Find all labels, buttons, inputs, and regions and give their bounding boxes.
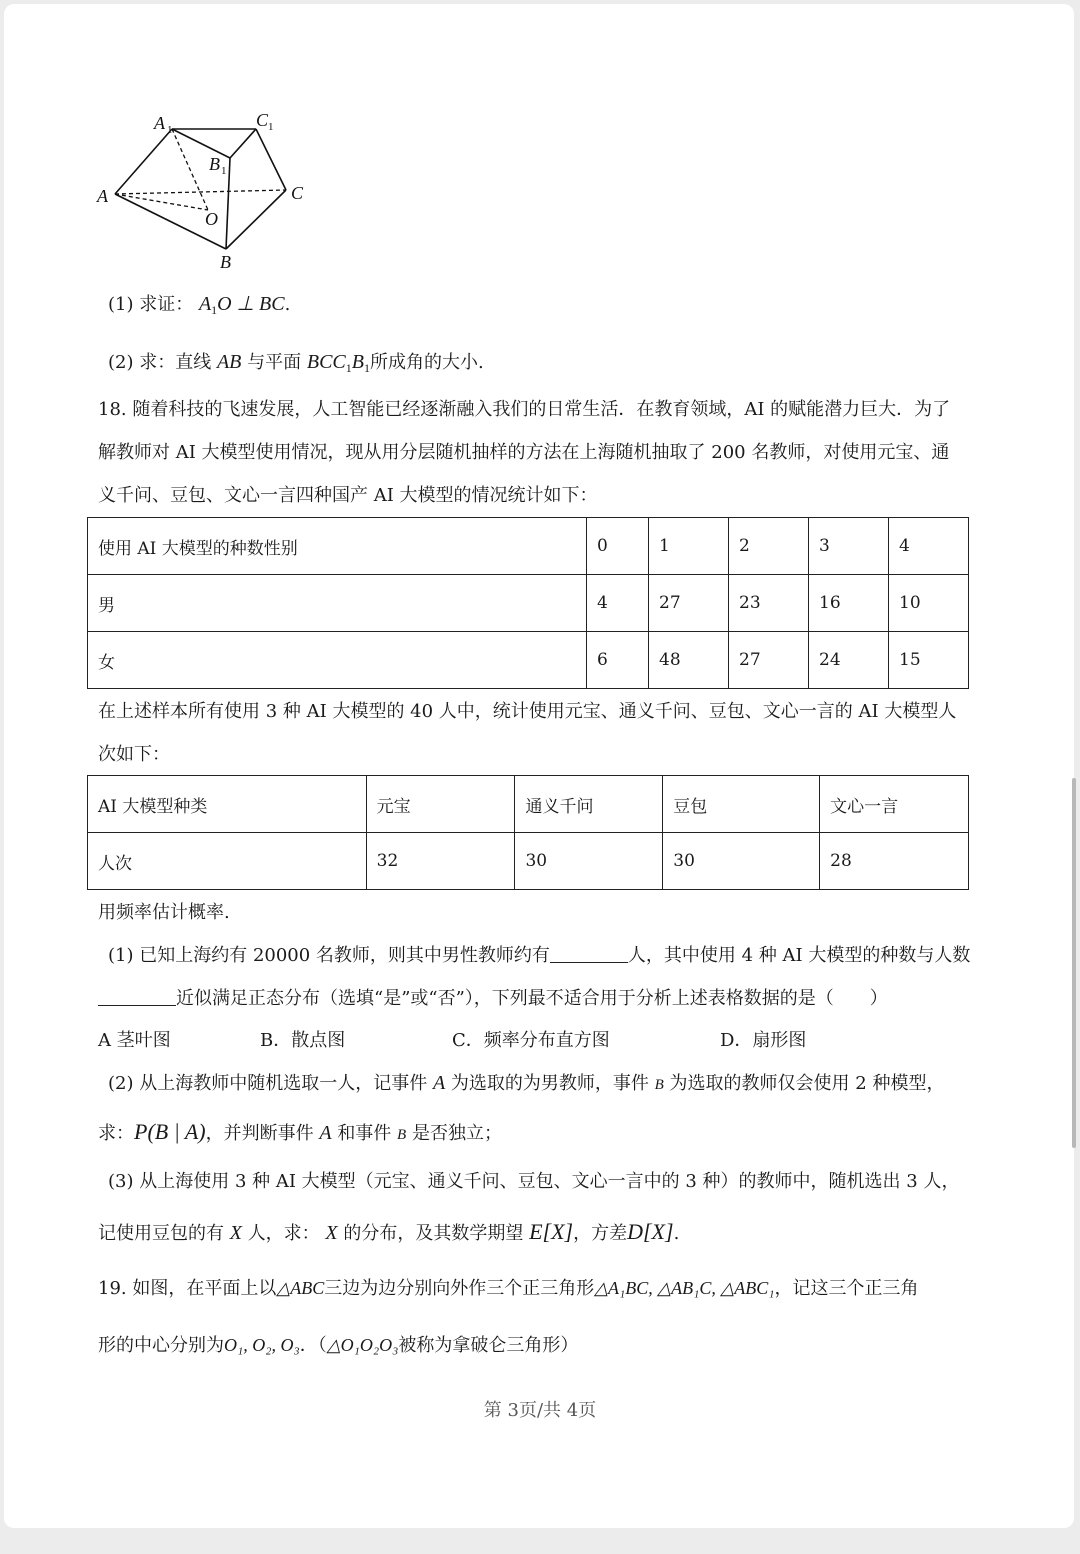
table-cell: 男 — [88, 575, 587, 632]
option-c: C．频率分布直方图 — [452, 1030, 610, 1051]
label-A1: A — [154, 113, 165, 133]
label-A1-sub: 1 — [167, 124, 173, 136]
table-cell: 4 — [587, 575, 649, 632]
edge-C1C — [256, 129, 286, 190]
table-cell: 0 — [587, 518, 649, 575]
table-row — [88, 833, 969, 890]
table-cell: 4 — [889, 518, 969, 575]
option-d: D．扇形图 — [720, 1030, 807, 1051]
table-cell: 1 — [649, 518, 729, 575]
q18-part3-line1: (3) 从上海使用 3 种 AI 大模型（元宝、通义千问、豆包、文心一言中的 3 种）的教师中，随机选出 3 人， — [108, 1171, 960, 1192]
table-cell: 28 — [820, 833, 969, 890]
edge-A1O-dashed — [172, 129, 208, 210]
q18-part1-line2: 近似满足正态分布（选填“是”或“否”），下列最不适合用于分析上述表格数据的是（ ） — [98, 987, 888, 1011]
q17-part1: (1) 求证： $A_1O$ ⊥ BC. — [108, 293, 291, 317]
table-cell: 48 — [649, 632, 729, 689]
option-a: A 茎叶图 — [98, 1030, 171, 1051]
label-O: O — [205, 209, 218, 229]
answer-blank — [98, 987, 176, 1006]
table-cell: 30 — [515, 833, 663, 890]
label-C1: C — [256, 110, 269, 130]
q19-line2: 形的中心分别为O₁, O₂, O₃．（△O₁O₂O₃被称为拿破仑三角形） — [98, 1335, 579, 1356]
table-cell: 女 — [88, 632, 587, 689]
table-cell: 27 — [649, 575, 729, 632]
table-cell: 24 — [809, 632, 889, 689]
edge-AA1 — [115, 129, 172, 194]
scrollbar[interactable] — [1072, 778, 1076, 1148]
q18-mid-line2: 次如下： — [98, 744, 170, 765]
q18-estimate: 用频率估计概率. — [98, 902, 230, 923]
table-cell: 3 — [809, 518, 889, 575]
option-b: B．散点图 — [260, 1030, 346, 1051]
edge-CB — [226, 190, 286, 249]
q18-part2-line1: (2) 从上海教师中随机选取一人，记事件 A 为选取的为男教师，事件 B 为选取的教师仅会使用 2 种模型， — [108, 1072, 945, 1094]
page-number: 第 3页/共 4页 — [483, 1400, 597, 1421]
table-cell: 32 — [366, 833, 515, 890]
table-cell: 23 — [729, 575, 809, 632]
q18-part3-line2: 记使用豆包的有 X 人，求： X 的分布，及其数学期望 E[X]，方差D[X]. — [98, 1219, 680, 1244]
q18-part1-line1: (1) 已知上海约有 20000 名教师，则其中男性教师约有 人，其中使用 4 种 AI 大模型的种数与人数 — [108, 945, 971, 966]
gender-usage-table — [87, 517, 969, 689]
q18-mid-line1: 在上述样本所有使用 3 种 AI 大模型的 40 人中，统计使用元宝、通义千问、豆包、文心一言的 AI 大模型人 — [98, 701, 957, 722]
edge-A1B1 — [172, 129, 230, 158]
table-cell: 30 — [663, 833, 820, 890]
label-A: A — [97, 186, 108, 206]
table-cell: 16 — [809, 575, 889, 632]
q19-line1: 19. 如图，在平面上以△ABC三边为边分别向外作三个正三角形△A₁BC, △AB₁C, △ABC₁，记这三个正三角 — [98, 1278, 919, 1299]
q18-intro-line2: 解教师对 AI 大模型使用情况，现从用分层随机抽样的方法在上海随机抽取了 200 名教师，对使用元宝、通 — [98, 442, 950, 463]
table-cell: 元宝 — [366, 776, 515, 833]
table-cell: 文心一言 — [820, 776, 969, 833]
label-B: B — [220, 252, 231, 272]
q18-intro-line1: 18. 随着科技的飞速发展，人工智能已经逐渐融入我们的日常生活．在教育领域，AI 的赋能潜力巨大．为了 — [98, 399, 951, 420]
q18-part2-line2: 求：P(B | A)，并判断事件 A 和事件 B 是否独立； — [98, 1119, 502, 1144]
q17-part2: (2) 求：直线 AB 与平面 $BCC_1B_1$所成角的大小. — [108, 351, 484, 375]
label-C: C — [291, 183, 304, 203]
q18-intro-line3: 义千问、豆包、文心一言四种国产 AI 大模型的情况统计如下： — [98, 485, 598, 506]
table-header-row — [88, 518, 969, 575]
table-cell: 使用 AI 大模型的种数性别 — [88, 518, 587, 575]
table-cell: 2 — [729, 518, 809, 575]
label-B1: B — [209, 154, 220, 174]
table-cell: 人次 — [88, 833, 367, 890]
edge-AO-dashed — [115, 194, 208, 210]
label-C1-sub: 1 — [268, 121, 274, 133]
answer-blank — [550, 944, 628, 963]
table-header-row — [88, 776, 969, 833]
table-cell: 6 — [587, 632, 649, 689]
edge-C1B1 — [230, 129, 256, 158]
table-row — [88, 575, 969, 632]
table-cell: 豆包 — [663, 776, 820, 833]
model-usage-table — [87, 775, 969, 890]
table-cell: 15 — [889, 632, 969, 689]
prism-figure — [90, 108, 320, 278]
table-cell: 通义千问 — [515, 776, 663, 833]
label-B1-sub: 1 — [221, 165, 227, 177]
table-cell: 27 — [729, 632, 809, 689]
table-cell: 10 — [889, 575, 969, 632]
table-row — [88, 632, 969, 689]
table-cell: AI 大模型种类 — [88, 776, 367, 833]
edge-B1B — [226, 158, 230, 249]
